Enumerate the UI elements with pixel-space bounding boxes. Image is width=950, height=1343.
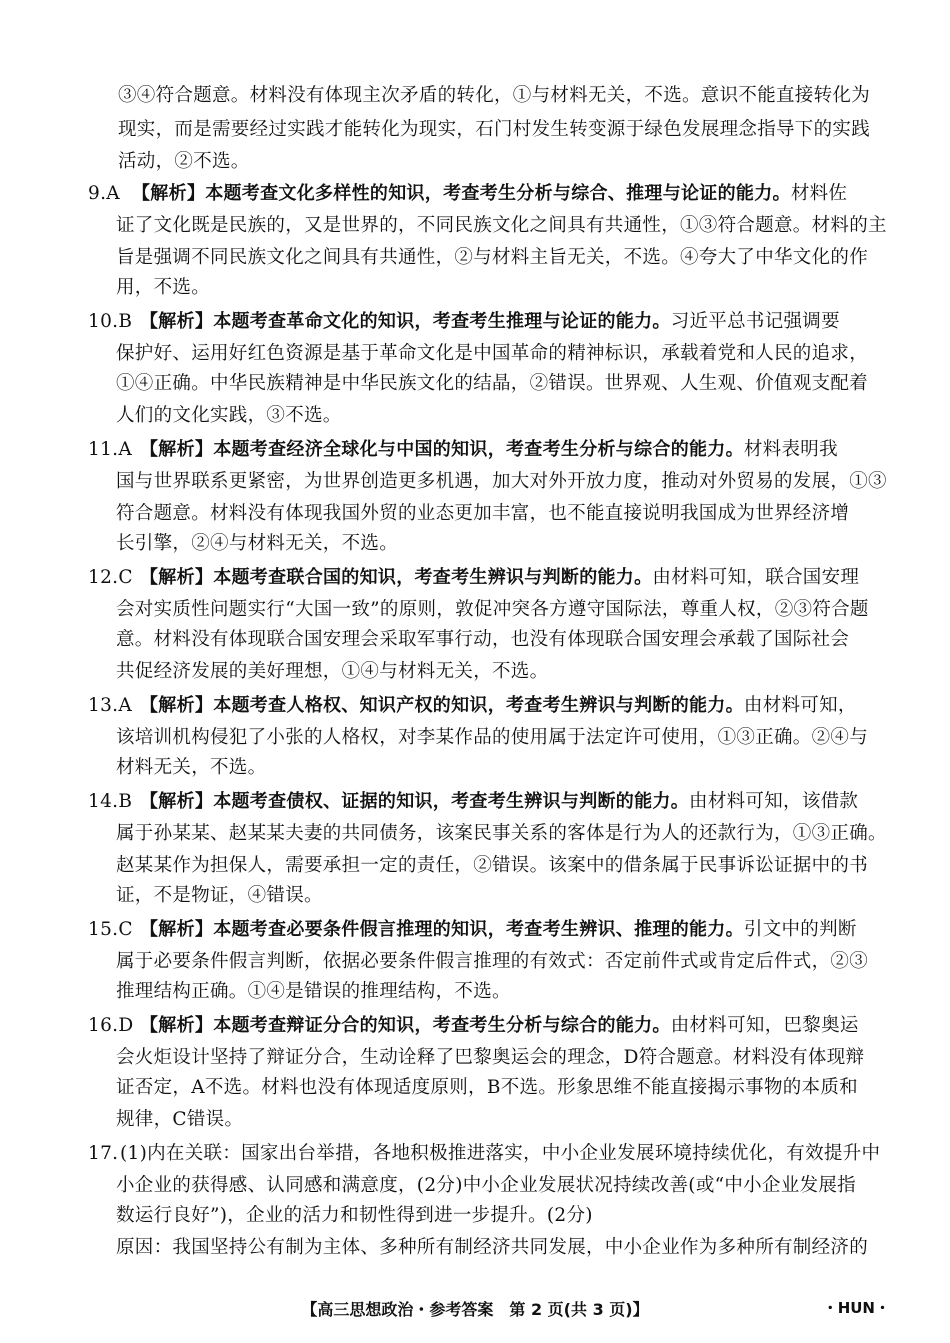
footer-region-code: ・HUN・ [822, 1299, 890, 1317]
question-14-header [88, 786, 858, 818]
text-line: 推理结构正确。①④是错误的推理结构，不选。 [116, 981, 511, 1002]
analysis-tag: 【解析】 [140, 567, 214, 588]
question-number: 16.D [88, 1015, 134, 1036]
text-line: 证否定，A不选。材料也没有体现适度原则，B不选。形象思维不能直接揭示事物的本质和 [116, 1077, 858, 1098]
text-line: 人们的文化实践，③不选。 [116, 405, 342, 426]
question-13-header [88, 690, 857, 722]
analysis-lead: 本题考查文化多样性的知识，考查考生分析与综合、推理与论证的能力。 [205, 183, 791, 204]
text-line: 现实，而是需要经过实践才能转化为现实，石门村发生转变源于绿色发展理念指导下的实践 [118, 119, 871, 140]
text-line: ③④符合题意。材料没有体现主次矛盾的转化，①与材料无关，不选。意识不能直接转化为 [118, 85, 871, 106]
analysis-tag: 【解析】 [140, 695, 214, 716]
analysis-tag: 【解析】 [132, 183, 206, 204]
analysis-tag: 【解析】 [140, 311, 214, 332]
text-line: 活动，②不选。 [118, 151, 250, 172]
question-17-header [88, 1138, 880, 1170]
text-line: 用，不选。 [116, 277, 211, 298]
analysis-text: 材料佐 [790, 183, 848, 204]
text-line: 属于孙某某、赵某某夫妻的共同债务，该案民事关系的客体是行为人的还款行为，①③正确。 [116, 823, 887, 844]
question-9-header [88, 178, 847, 210]
text-line: 原因：我国坚持公有制为主体、多种所有制经济共同发展，中小企业作为多种所有制经济的 [116, 1237, 869, 1258]
text-line: 赵某某作为担保人，需要承担一定的责任，②错误。该案中的借条属于民事诉讼证据中的书 [116, 855, 869, 876]
question-11-header [88, 434, 838, 466]
analysis-text: 由材料可知，该借款 [689, 791, 859, 812]
analysis-tag: 【解析】 [140, 439, 214, 460]
text-line: 国与世界联系更紧密，为世界创造更多机遇，加大对外开放力度，推动对外贸易的发展，①③ [116, 471, 887, 492]
text-line: 保护好、运用好红色资源是基于革命文化是中国革命的精神标识，承载着党和人民的追求， [116, 343, 869, 364]
analysis-text: 由材料可知，巴黎奥运 [670, 1015, 859, 1036]
question-number: 15.C [88, 919, 133, 940]
analysis-tag: 【解析】 [140, 1015, 214, 1036]
question-number: 11.A [88, 439, 132, 460]
question-number: 9.A [88, 183, 120, 204]
question-15-header [88, 914, 857, 946]
text-line: 符合题意。材料没有体现我国外贸的业态更加丰富，也不能直接说明我国成为世界经济增 [116, 503, 850, 524]
question-number: 10.B [88, 311, 133, 332]
analysis-lead: 本题考查革命文化的知识，考查考生推理与论证的能力。 [213, 311, 671, 332]
question-number: 13.A [88, 695, 132, 716]
text-line: 数运行良好”)，企业的活力和韧性得到进一步提升。(2分) [116, 1205, 593, 1226]
analysis-text: 引文中的判断 [743, 919, 857, 940]
text-line: 该培训机构侵犯了小张的人格权，对李某作品的使用属于法定许可使用，①③正确。②④与 [116, 727, 869, 748]
analysis-lead: 本题考查必要条件假言推理的知识，考查考生辨识、推理的能力。 [213, 919, 744, 940]
question-number: 12.C [88, 567, 133, 588]
text-line: 会火炬设计坚持了辩证分合，生动诠释了巴黎奥运会的理念，D符合题意。材料没有体现辩 [116, 1047, 865, 1068]
answer-text: (1)内在关联：国家出台举措，各地积极推进落实，中小企业发展环境持续优化，有效提升中 [120, 1143, 881, 1164]
analysis-lead: 本题考查辩证分合的知识，考查考生分析与综合的能力。 [213, 1015, 671, 1036]
question-number: 17. [88, 1143, 119, 1164]
text-line: 证了文化既是民族的，又是世界的，不同民族文化之间具有共通性，①③符合题意。材料的主 [116, 215, 887, 236]
analysis-text: 由材料可知，联合国安理 [652, 567, 860, 588]
text-line: 证，不是物证，④错误。 [116, 885, 323, 906]
text-line: 旨是强调不同民族文化之间具有共通性，②与材料主旨无关，不选。④夸大了中华文化的作 [116, 247, 869, 268]
text-line: 材料无关，不选。 [116, 757, 267, 778]
analysis-lead: 本题考查联合国的知识，考查考生辨识与判断的能力。 [213, 567, 653, 588]
analysis-lead: 本题考查人格权、知识产权的知识，考查考生辨识与判断的能力。 [213, 695, 744, 716]
text-line: 意。材料没有体现联合国安理会采取军事行动，也没有体现联合国安理会承载了国际社会 [116, 629, 850, 650]
question-10-header [88, 306, 840, 338]
question-number: 14.B [88, 791, 133, 812]
text-line: 会对实质性问题实行“大国一致”的原则，敦促冲突各方遵守国际法，尊重人权，②③符合题 [116, 599, 869, 620]
question-12-header [88, 562, 859, 594]
page-footer: 【高三思想政治・参考答案 第 2 页(共 3 页)】 [301, 1300, 649, 1319]
text-line: 长引擎，②④与材料无关，不选。 [116, 533, 399, 554]
analysis-lead: 本题考查债权、证据的知识，考查考生辨识与判断的能力。 [213, 791, 690, 812]
text-line: 属于必要条件假言判断，依据必要条件假言推理的有效式：否定前件式或肯定后件式，②③ [116, 951, 869, 972]
text-line: 小企业的获得感、认同感和满意度，(2分)中小企业发展状况持续改善(或“中小企业发展指 [116, 1175, 856, 1196]
analysis-text: 习近平总书记强调要 [670, 311, 840, 332]
analysis-tag: 【解析】 [140, 791, 214, 812]
analysis-lead: 本题考查经济全球化与中国的知识，考查考生分析与综合的能力。 [213, 439, 744, 460]
text-line: 共促经济发展的美好理想，①④与材料无关，不选。 [116, 661, 549, 682]
analysis-text: 由材料可知， [743, 695, 857, 716]
text-line: 规律，C错误。 [116, 1109, 244, 1130]
question-16-header [88, 1010, 859, 1042]
text-line: ①④正确。中华民族精神是中华民族文化的结晶，②错误。世界观、人生观、价值观支配着 [116, 373, 869, 394]
analysis-tag: 【解析】 [140, 919, 214, 940]
analysis-text: 材料表明我 [743, 439, 838, 460]
